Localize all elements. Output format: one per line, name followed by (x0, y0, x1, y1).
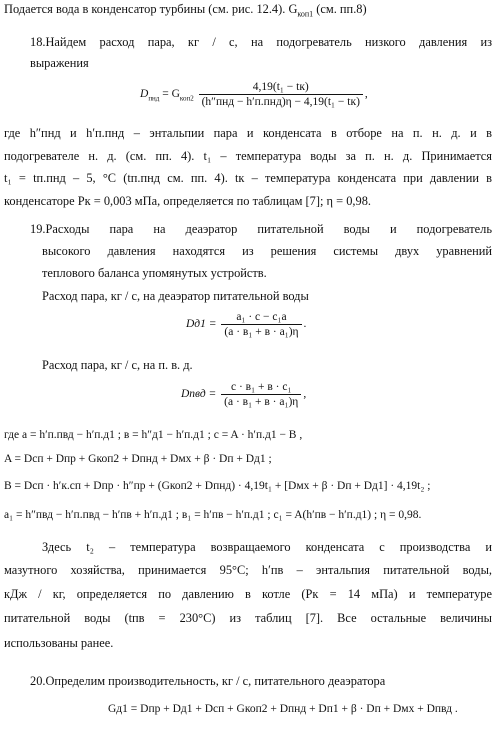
definition-B: B = Dсп · h′к.сп + Dпр · h″пр + (Gкоп2 + Dпнд) · 4,19t₁ + [Dмх + β · Dп + Dд1] · 4,19t₂ ; (4, 480, 431, 492)
item-18-text-4: конденсаторе Pк = 0,003 мПа, определяется по таблицам [7]; η = 0,98. (4, 194, 371, 208)
item-19-heading: 19.Расходы пара на деаэратор питательной воды и подогреватель (30, 222, 492, 236)
item-19-text-2: высокого давления находятся из решения системы двух уравнений (42, 244, 492, 258)
fraction-d-pnd: $\frac{\text{4,19(t₁ − tк)}}{\text{(h″пнд − h′п.пнд)η − 4,19(t₁ − tк)}}$ (199, 80, 363, 109)
equation-d-d1: Dд1 = $\frac{\text{a₁ · c − c₁a}}{\text{(a · в₁ + в · a₁)η}}$ . (186, 311, 307, 338)
item-19-text-5: Расход пара, кг / с, на п. в. д. (42, 358, 193, 372)
here-text-1: Здесь t₂ – температура возвращаемого конденсата с производства и (42, 540, 492, 554)
item-18-text-3: t₁ = tп.пнд – 5, °С (tп.пнд см. пп. 4). tк – температура конденсата при давлении в (4, 171, 492, 185)
equation-d-pnd: $D_{пнд} = G_{коп2}$ $\frac{\text{4,19(t₁ − tк)}}{\text{(h″пнд − h′п.пнд)η − 4,19(t₁ − tк)}}$ , (140, 81, 368, 108)
here-text-3: кДж / кг, определяется по давлению в котле (Pк = 14 мПа) и температуре (4, 587, 492, 601)
item-20-heading: 20.Определим производительность, кг / с, питательного деаэратора (30, 674, 386, 688)
item-19-text-3: теплового баланса упомянутых устройств. (42, 266, 267, 280)
equation-d-pvd: Dпвд = $\frac{\text{c · в₁ + в · c₁}}{\text{(a · в₁ + в · a₁)η}}$ , (181, 381, 307, 408)
definitions-a1-b1-c1: a₁ = h″пвд − h′п.пвд − h′пв + h′п.д1 ; в₁ = h′пв − h′п.д1 ; c₁ = A(h′пв − h′п.д1) ; η = 0,98. (4, 509, 422, 521)
item-18-heading: 18.Найдем расход пара, кг / с, на подогреватель низкого давления из (30, 35, 492, 49)
item-18-text-2: подогревателе н. д. (см. пп. 4). t₁ – температура воды за п. н. д. Принимается (4, 149, 492, 163)
item-18-heading-cont: выражения (30, 56, 89, 70)
item-18-text-1: где h″пнд и h′п.пнд – энтальпии пара и конденсата в отборе на п. н. д. и в (4, 126, 492, 140)
equation-g-d1: Gд1 = Dпр + Dд1 + Dсп + Gкоп2 + Dпнд + Dп1 + β · Dп + Dмх + Dпвд . (108, 703, 458, 715)
fraction-d-pvd: $\frac{\text{c · в₁ + в · c₁}}{\text{(a · в₁ + в · a₁)η}}$ (221, 380, 301, 409)
here-text-4: питательной воды (tпв = 230°С) из таблиц [7]. Все остальные величины (4, 611, 492, 625)
definition-A: A = Dсп + Dпр + Gкоп2 + Dпнд + Dмх + β · Dп + Dд1 ; (4, 453, 272, 465)
fraction-d-d1: $\frac{\text{a₁ · c − c₁a}}{\text{(a · в₁ + в · a₁)η}}$ (221, 310, 301, 339)
intro-line: Подается вода в конденсатор турбины (см. рис. 12.4). $G_{коп1}$ (см. пп.8) (4, 2, 367, 19)
here-text-5: использованы ранее. (4, 636, 114, 650)
here-text-2: мазутного хозяйства, принимается 95°С; h′пв – энтальпия питательной воды, (4, 563, 492, 577)
definitions-a-b-c: где a = h′п.пвд − h′п.д1 ; в = h″д1 − h′п.д1 ; c = A · h′п.д1 − B , (4, 429, 303, 441)
item-19-text-4: Расход пара, кг / с, на деаэратор питательной воды (42, 289, 309, 303)
